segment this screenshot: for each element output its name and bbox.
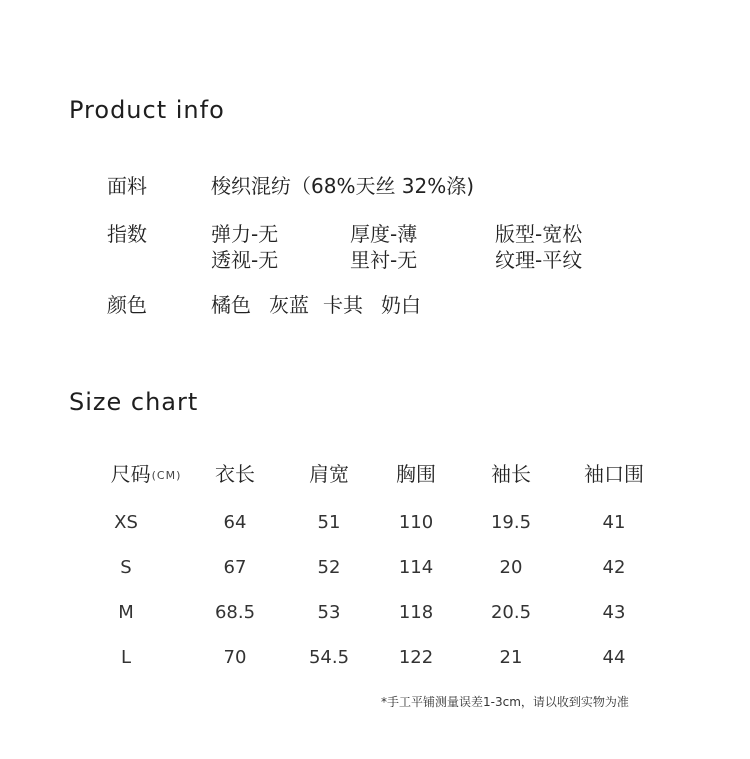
row-xs-size: XS xyxy=(114,512,138,533)
header-cuff: 袖口围 xyxy=(584,462,644,486)
index-fit: 版型-宽松 xyxy=(495,222,583,246)
row-xs-chest: 110 xyxy=(398,512,434,533)
row-xs-sleeve: 19.5 xyxy=(490,512,532,533)
index-texture: 纹理-平纹 xyxy=(495,248,583,272)
row-m-size: M xyxy=(118,602,134,623)
header-sleeve: 袖长 xyxy=(491,462,531,486)
fabric-value: 梭织混纺（68%天丝 32%涤) xyxy=(211,174,475,198)
product-info-title: Product info xyxy=(69,96,225,124)
row-s-sleeve: 20 xyxy=(499,557,523,578)
row-l-chest: 122 xyxy=(398,647,434,668)
index-transparency: 透视-无 xyxy=(211,248,279,272)
row-s-shoulder: 52 xyxy=(317,557,341,578)
color-grey-blue: 灰蓝 xyxy=(269,293,309,317)
row-l-length: 70 xyxy=(223,647,247,668)
row-l-sleeve: 21 xyxy=(499,647,523,668)
row-l-cuff: 44 xyxy=(602,647,626,668)
row-xs-shoulder: 51 xyxy=(317,512,341,533)
color-khaki: 卡其 xyxy=(323,293,363,317)
color-cream: 奶白 xyxy=(381,293,421,317)
header-size-label: 尺码 xyxy=(110,462,151,486)
row-s-cuff: 42 xyxy=(602,557,626,578)
row-s-size: S xyxy=(120,557,132,578)
row-s-chest: 114 xyxy=(398,557,434,578)
header-shoulder: 肩宽 xyxy=(309,462,349,486)
index-elasticity: 弹力-无 xyxy=(211,222,279,246)
index-thickness: 厚度-薄 xyxy=(350,222,418,246)
header-chest: 胸围 xyxy=(396,462,436,486)
row-l-size: L xyxy=(120,647,132,668)
row-m-chest: 118 xyxy=(398,602,434,623)
row-xs-length: 64 xyxy=(223,512,247,533)
color-orange: 橘色 xyxy=(211,293,251,317)
row-m-cuff: 43 xyxy=(602,602,626,623)
size-chart-title: Size chart xyxy=(69,388,199,416)
row-l-shoulder: 54.5 xyxy=(308,647,350,668)
fabric-label: 面料 xyxy=(107,174,147,198)
index-lining: 里衬-无 xyxy=(350,248,418,272)
header-size xyxy=(111,464,182,484)
header-unit: (CM) xyxy=(151,469,182,482)
measurement-note: *手工平铺测量误差1-3cm，请以收到实物为准 xyxy=(381,695,629,709)
row-m-length: 68.5 xyxy=(214,602,256,623)
row-s-length: 67 xyxy=(223,557,247,578)
color-label: 颜色 xyxy=(107,293,147,317)
row-m-sleeve: 20.5 xyxy=(490,602,532,623)
row-m-shoulder: 53 xyxy=(317,602,341,623)
index-label: 指数 xyxy=(107,222,147,246)
header-length: 衣长 xyxy=(215,462,255,486)
row-xs-cuff: 41 xyxy=(602,512,626,533)
